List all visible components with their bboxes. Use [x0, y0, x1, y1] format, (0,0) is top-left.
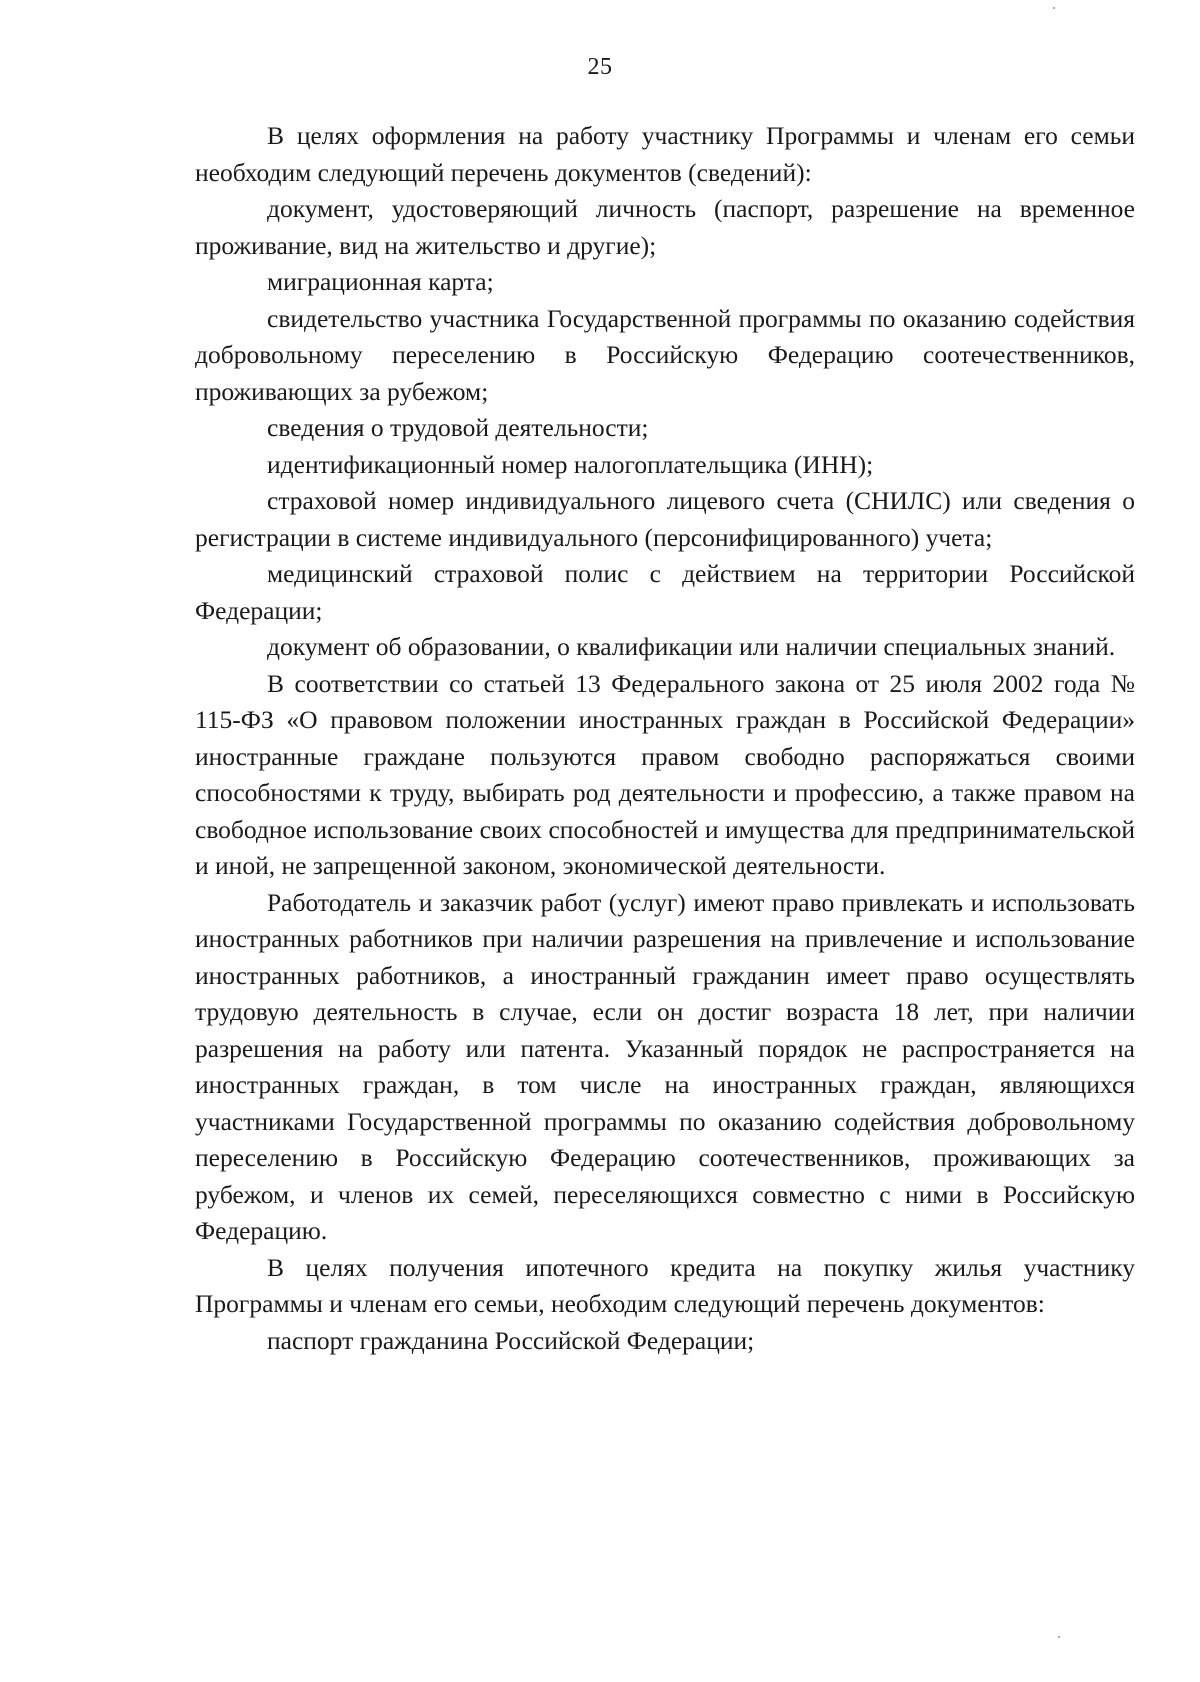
list-item-participant-certificate: свидетельство участника Государственной программы по оказанию содействия добровольному переселению в Российскую Федерацию соотечественников, проживающих за рубежом; [195, 303, 1135, 406]
list-item-inn: идентификационный номер налогоплательщика (ИНН); [267, 449, 874, 479]
list-item-passport: паспорт гражданина Российской Федерации; [267, 1325, 755, 1355]
list-item-education-document: документ об образовании, о квалификации или наличии специальных знаний. [267, 632, 1116, 661]
paragraph-employer-rights: Работодатель и заказчик работ (услуг) имеют право привлекать и использовать иностранных работников при наличии разрешения на привлечение и использование иностранных работников, а иностранный гражданин имеет право осуществлять трудовую деятельность в случае, если он достиг возраста 18 лет, при наличии разрешения на работу или патента. Указанный порядок не распространяется на иностранных граждан, в том числе на иностранных граждан, являющихся участниками Государственной программы по оказанию содействия добровольному переселению в Российскую Федерацию соотечественников, проживающих за рубежом, и членов их семей, переселяющихся совместно с ними в Российскую Федерацию. [195, 887, 1135, 1245]
scan-artifact [1053, 7, 1055, 9]
list-item-work-history: сведения о трудовой деятельности; [267, 413, 649, 442]
document-body [195, 118, 1135, 1359]
scan-artifact [1058, 1636, 1060, 1638]
page-number: 25 [587, 54, 613, 80]
paragraph-intro-employment: В целях оформления на работу участнику Программы и членам его семьи необходим следующий перечень документов (сведений): [195, 121, 1135, 187]
list-item-snils: страховой номер индивидуального лицевого счета (СНИЛС) или сведения о регистрации в системе индивидуального (персонифицированного) учета; [195, 486, 1135, 552]
paragraph-mortgage-intro: В целях получения ипотечного кредита на покупку жилья участнику Программы и членам его семьи, необходим следующий перечень документов: [195, 1252, 1135, 1318]
list-item-migration-card: миграционная карта; [267, 267, 494, 296]
list-item-identity-document: документ, удостоверяющий личность (паспорт, разрешение на временное проживание, вид на жительство и другие); [195, 194, 1135, 260]
list-item-medical-policy: медицинский страховой полис с действием на территории Российской Федерации; [195, 559, 1135, 625]
paragraph-federal-law: В соответствии со статьей 13 Федерального закона от 25 июля 2002 года № 115-ФЗ «О правовом положении иностранных граждан в Российской Федерации» иностранные граждане пользуются правом свободно распоряжаться своими способностями к труду, выбирать род деятельности и профессию, а также правом на свободное использование своих способностей и имущества для предпринимательской и иной, не запрещенной законом, экономической деятельности. [195, 668, 1135, 880]
